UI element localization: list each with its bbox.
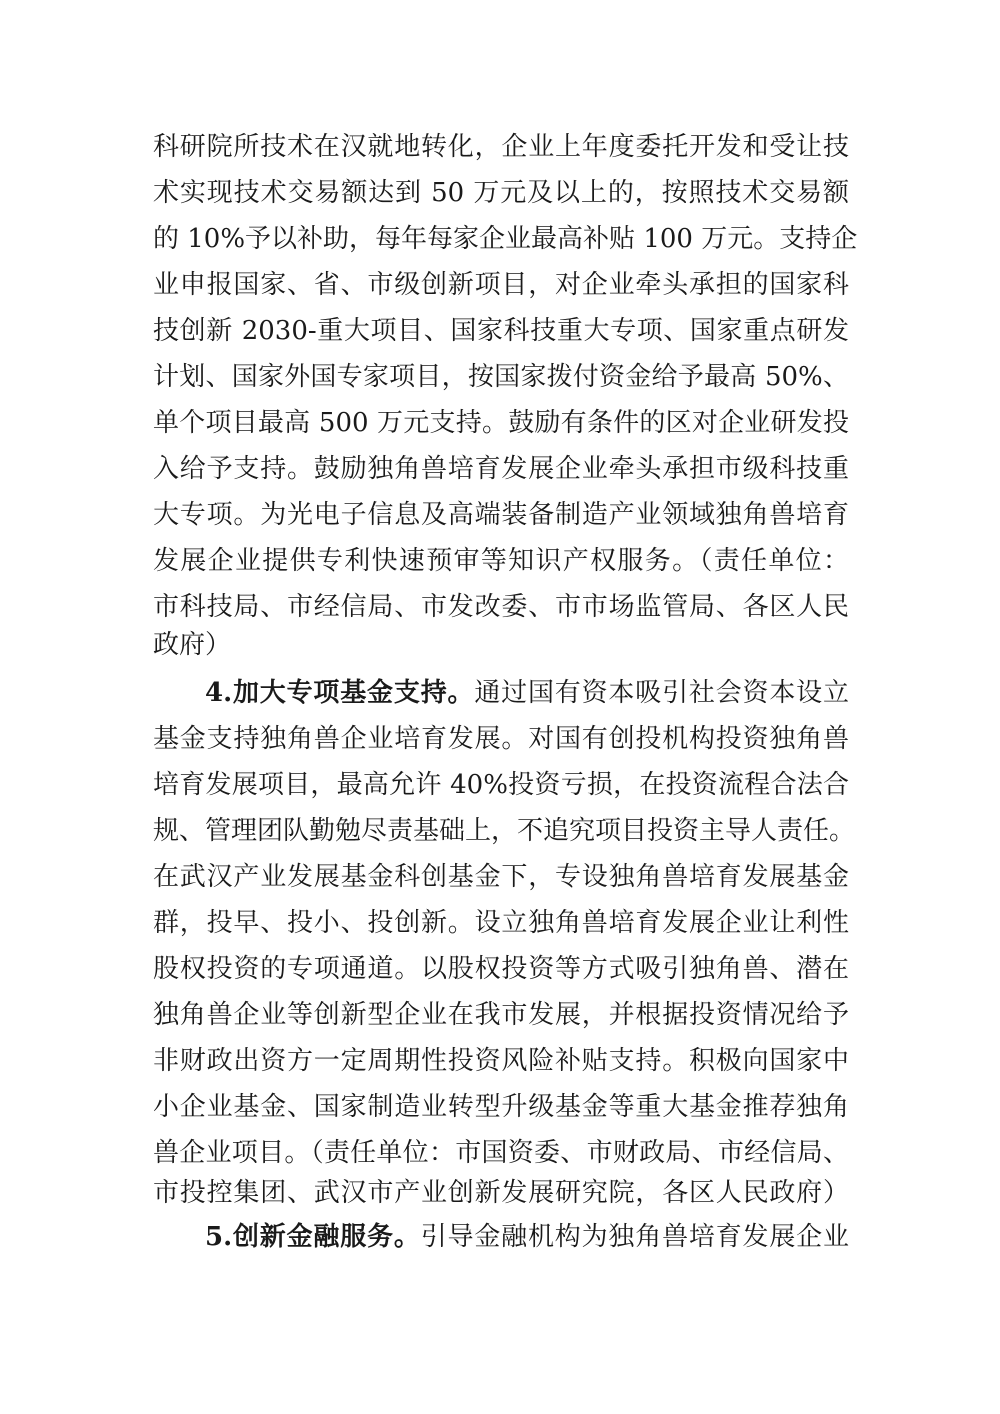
text-segment: 通过国有资本吸引社会资本设立: [474, 678, 849, 708]
text-line: 业申报国家、省、市级创新项目，对企业牵头承担的国家科: [153, 270, 849, 300]
text-line: 大专项。为光电子信息及高端装备制造产业领域独角兽培育: [153, 500, 849, 530]
text-line: 单个项目最高 500 万元支持。鼓励有条件的区对企业研发投: [153, 408, 849, 438]
section-heading-4: 4.加大专项基金支持。: [205, 678, 475, 708]
text-line: 发展企业提供专利快速预审等知识产权服务。（责任单位：: [153, 546, 849, 576]
text-segment: 引导金融机构为独角兽培育发展企业: [420, 1222, 849, 1252]
text-line: [205, 1214, 849, 1260]
text-line: 术实现技术交易额达到 50 万元及以上的，按照技术交易额: [153, 178, 849, 208]
text-line: 计划、国家外国专家项目，按国家拨付资金给予最高 50%、: [153, 362, 849, 392]
text-line: 兽企业项目。（责任单位：市国资委、市财政局、市经信局、: [153, 1138, 849, 1168]
text-line: 非财政出资方一定周期性投资风险补贴支持。积极向国家中: [153, 1046, 849, 1076]
text-line: 的 10%予以补助，每年每家企业最高补贴 100 万元。支持企: [153, 224, 858, 254]
text-line: 市科技局、市经信局、市发改委、市市场监管局、各区人民: [153, 592, 849, 622]
text-line: 股权投资的专项通道。以股权投资等方式吸引独角兽、潜在: [153, 954, 849, 984]
text-line: [205, 670, 849, 716]
text-line: 培育发展项目，最高允许 40%投资亏损，在投资流程合法合: [153, 770, 849, 800]
text-line: 基金支持独角兽企业培育发展。对国有创投机构投资独角兽: [153, 724, 849, 754]
text-line: 技创新 2030-重大项目、国家科技重大专项、国家重点研发: [153, 316, 849, 346]
text-line: 入给予支持。鼓励独角兽培育发展企业牵头承担市级科技重: [153, 454, 849, 484]
text-line: 群，投早、投小、投创新。设立独角兽培育发展企业让利性: [153, 908, 849, 938]
text-line: 规、管理团队勤勉尽责基础上，不追究项目投资主导人责任。: [153, 816, 856, 846]
text-line: 独角兽企业等创新型企业在我市发展，并根据投资情况给予: [153, 1000, 849, 1030]
text-line: 市投控集团、武汉市产业创新发展研究院，各区人民政府）: [153, 1178, 849, 1208]
section-heading-5: 5.创新金融服务。: [205, 1222, 421, 1252]
text-line: 科研院所技术在汉就地转化，企业上年度委托开发和受让技: [153, 132, 849, 162]
text-line: 政府）: [153, 630, 232, 660]
text-line: 小企业基金、国家制造业转型升级基金等重大基金推荐独角: [153, 1092, 849, 1122]
text-line: 在武汉产业发展基金科创基金下，专设独角兽培育发展基金: [153, 862, 849, 892]
